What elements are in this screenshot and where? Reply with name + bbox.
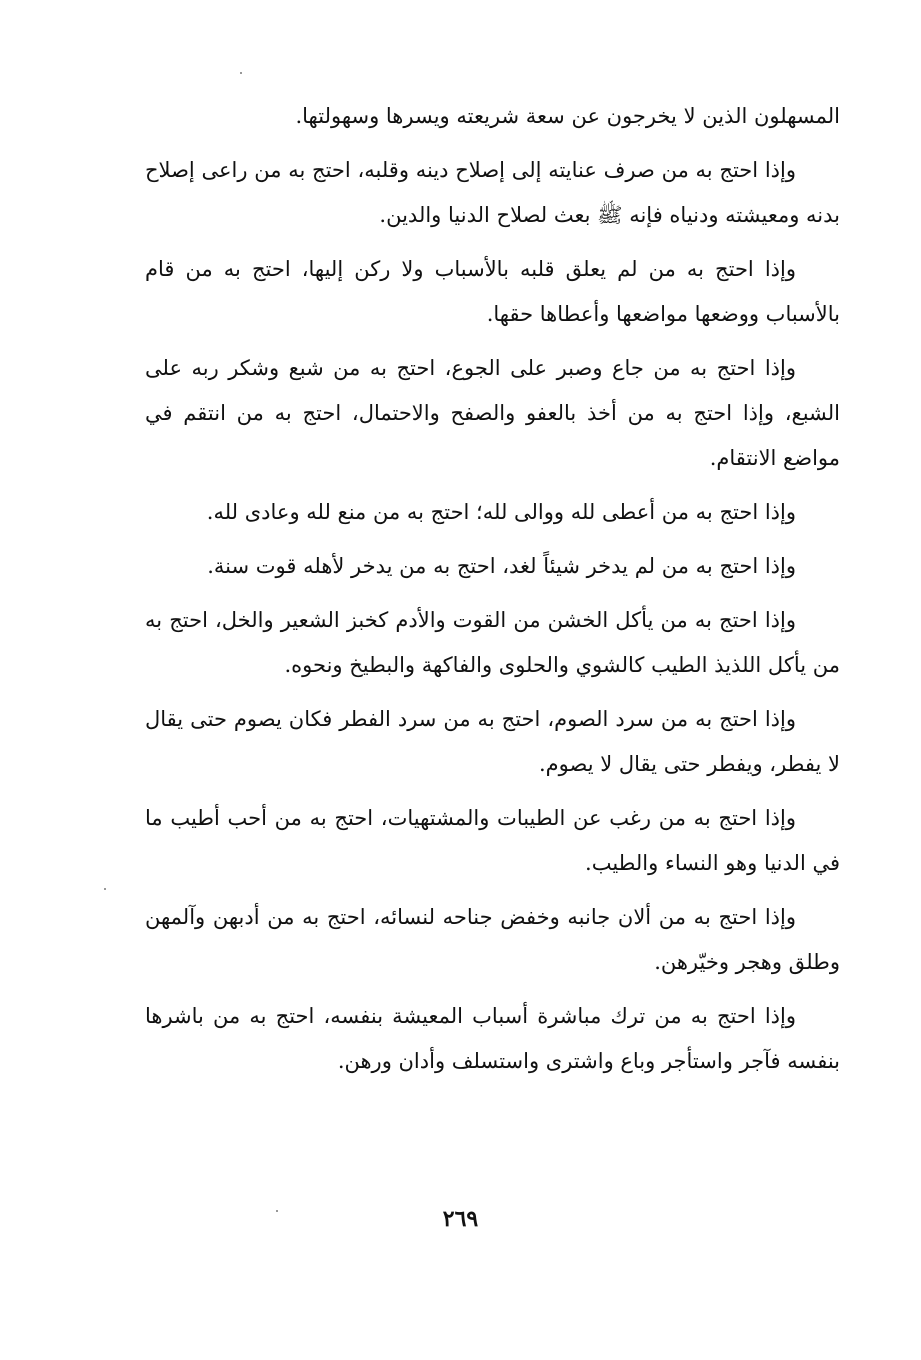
scan-speck [276, 1210, 278, 1212]
paragraph: وإذا احتج به من رغب عن الطيبات والمشتهيات، احتج به من أحب أطيب ما في الدنيا وهو النساء والطيب. [145, 806, 840, 875]
page-number: ٢٦٩ [442, 1206, 479, 1232]
paragraph: وإذا احتج به من ترك مباشرة أسباب المعيشة بنفسه، احتج به من باشرها بنفسه فآجر واستأجر وباع واشترى واستسلف وأدان ورهن. [145, 1004, 840, 1073]
paragraph-continuation: المسهلون الذين لا يخرجون عن سعة شريعته ويسرها وسهولتها. [295, 104, 840, 128]
paragraph: وإذا احتج به من لم يدخر شيئاً لغد، احتج به من يدخر لأهله قوت سنة. [207, 554, 796, 578]
paragraph: وإذا احتج به من أعطى لله ووالى لله؛ احتج به من منع لله وعادى لله. [206, 500, 796, 524]
scan-speck [104, 888, 106, 890]
scan-speck [240, 72, 242, 74]
paragraph: وإذا احتج به من لم يعلق قلبه بالأسباب ولا ركن إليها، احتج به من قام بالأسباب ووضعها مواضعها وأعطاها حقها. [145, 257, 840, 326]
body-text [145, 94, 840, 1093]
paragraph: وإذا احتج به من جاع وصبر على الجوع، احتج به من شبع وشكر ربه على الشبع، وإذا احتج به من أخذ بالعفو والصفح والاحتمال، احتج به من انتقم في مواضع الانتقام. [145, 356, 840, 470]
paragraph: وإذا احتج به من سرد الصوم، احتج به من سرد الفطر فكان يصوم حتى يقال لا يفطر، ويفطر حتى يقال لا يصوم. [145, 707, 840, 776]
paragraph: وإذا احتج به من ألان جانبه وخفض جناحه لنسائه، احتج به من أدبهن وآلمهن وطلق وهجر وخيّرهن. [145, 905, 840, 974]
paragraph: وإذا احتج به من يأكل الخشن من القوت والأدم كخبز الشعير والخل، احتج به من يأكل اللذيذ الطيب كالشوي والحلوى والفاكهة والبطيخ ونحوه. [145, 608, 840, 677]
paragraph: وإذا احتج به من صرف عنايته إلى إصلاح دينه وقلبه، احتج به من راعى إصلاح بدنه ومعيشته ودنياه فإنه ﷺ بعث لصلاح الدنيا والدين. [145, 158, 840, 227]
